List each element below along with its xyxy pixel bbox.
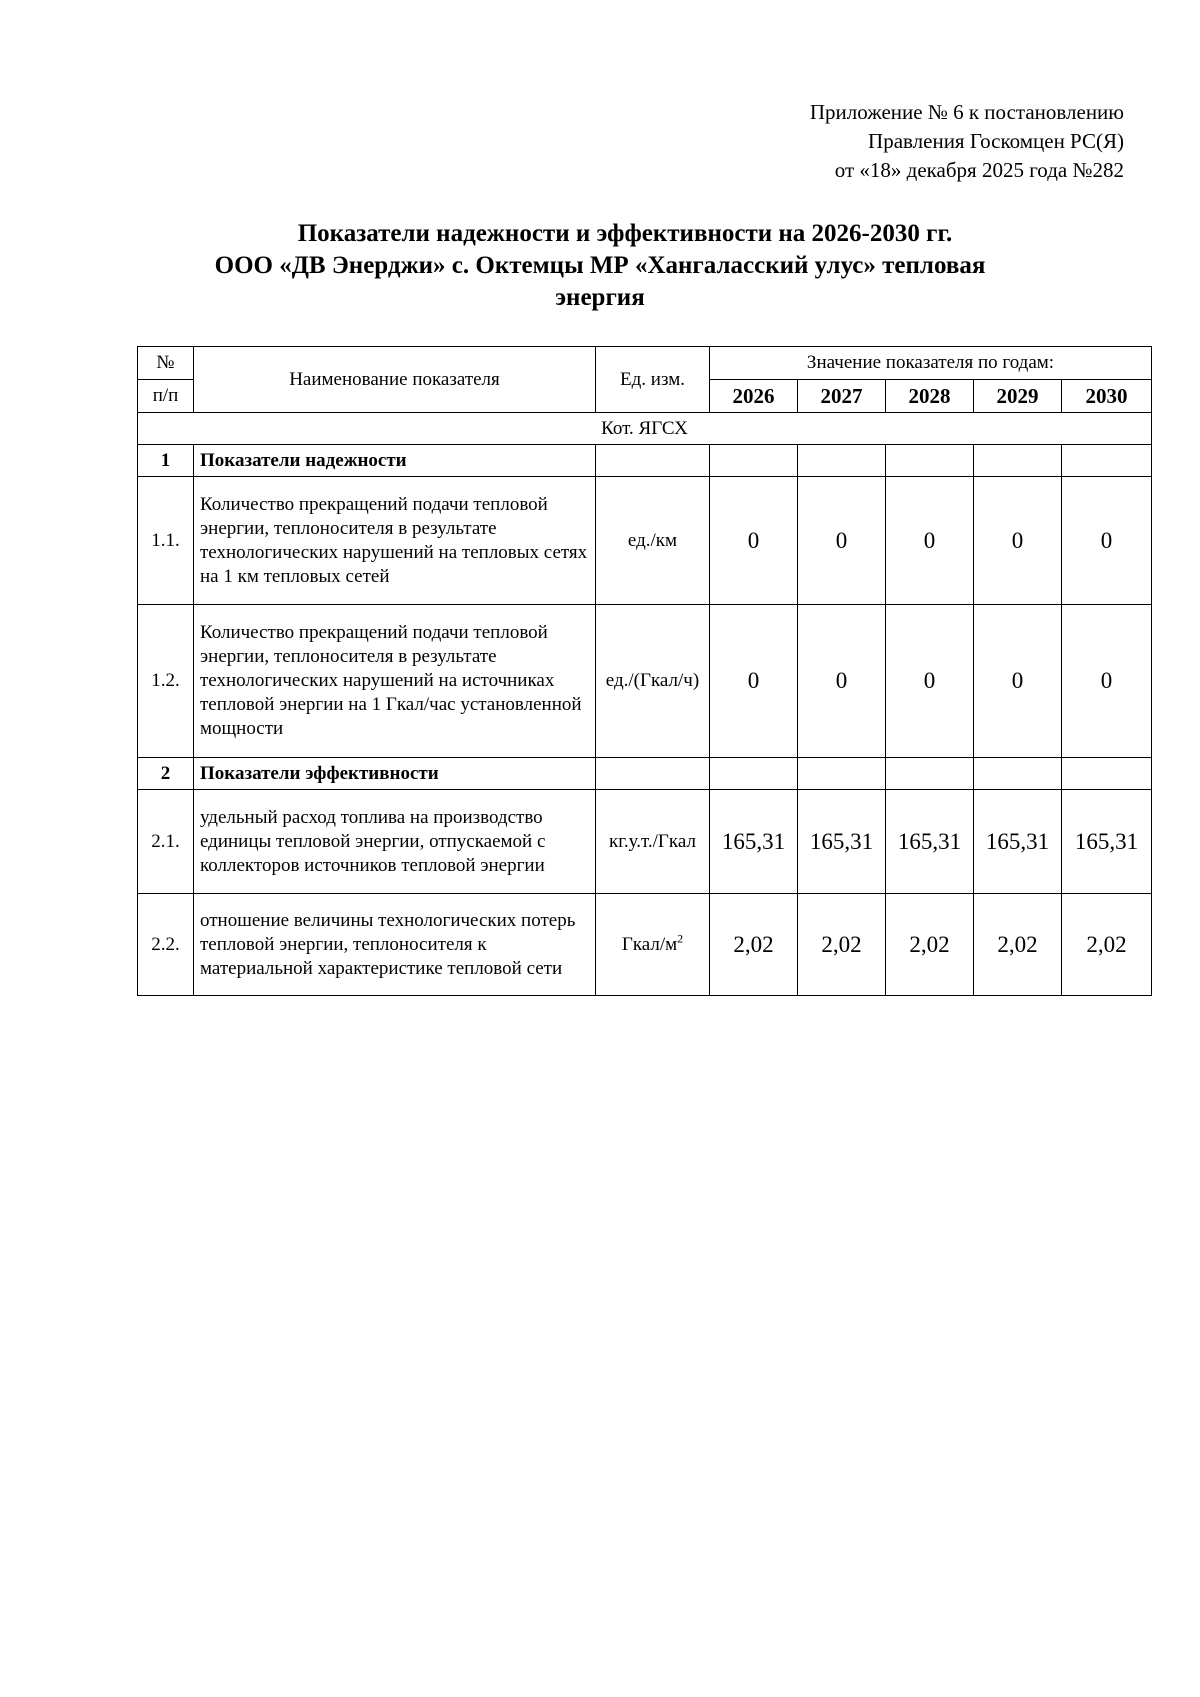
row-name: отношение величины технологических потерь тепловой энергии, теплоносителя к материальной характеристике тепловой сети (194, 894, 596, 996)
row-name: Количество прекращений подачи тепловой энергии, теплоносителя в результате технологических нарушений на источниках тепловой энергии на 1 Гкал/час установленной мощности (194, 605, 596, 758)
row-unit-base: Гкал/м (621, 933, 678, 955)
group-row (138, 758, 1152, 790)
table-row (138, 477, 1152, 605)
table-row (138, 894, 1152, 996)
row-value: 0 (1062, 477, 1152, 605)
header-year: 2028 (886, 380, 974, 413)
header-num-bottom: п/п (138, 380, 194, 413)
title-line-1: Показатели надежности и эффективности на 2026-2030 гг. (297, 220, 953, 247)
row-num: 1.1. (138, 477, 194, 605)
section-row (138, 413, 1152, 445)
group-num: 1 (138, 445, 194, 477)
header-name: Наименование показателя (194, 347, 596, 413)
appendix-line-3: от «18» декабря 2025 года №282 (834, 158, 1124, 182)
row-value: 0 (886, 477, 974, 605)
row-value: 2,02 (886, 894, 974, 996)
row-value: 2,02 (710, 894, 798, 996)
title-line-2: ООО «ДВ Энерджи» с. Октемцы МР «Хангаласский улус» тепловая (214, 252, 986, 279)
group-title: Показатели эффективности (194, 758, 596, 790)
row-value: 165,31 (1062, 790, 1152, 894)
row-value: 0 (974, 605, 1062, 758)
table-row (138, 790, 1152, 894)
row-value: 0 (1062, 605, 1152, 758)
row-num: 2.2. (138, 894, 194, 996)
row-num: 2.1. (138, 790, 194, 894)
row-value: 2,02 (1062, 894, 1152, 996)
appendix-line-2: Правления Госкомцен РС(Я) (868, 129, 1124, 153)
row-value: 165,31 (974, 790, 1062, 894)
header-unit: Ед. изм. (596, 347, 710, 413)
row-value: 0 (710, 477, 798, 605)
appendix-reference (810, 98, 1124, 185)
row-value: 0 (798, 477, 886, 605)
header-year: 2030 (1062, 380, 1152, 413)
group-title: Показатели надежности (194, 445, 596, 477)
header-row-1 (138, 347, 1152, 380)
row-value: 0 (710, 605, 798, 758)
row-value: 0 (886, 605, 974, 758)
title-line-3: энергия (555, 284, 645, 311)
section-label: Кот. ЯГСХ (138, 413, 1152, 445)
row-unit: ед./км (596, 477, 710, 605)
header-num-top: № (138, 347, 194, 380)
row-value: 165,31 (886, 790, 974, 894)
header-year: 2029 (974, 380, 1062, 413)
table-row (138, 605, 1152, 758)
row-unit-superscript: 2 (677, 931, 684, 946)
appendix-line-1: Приложение № 6 к постановлению (809, 100, 1124, 124)
row-unit (596, 894, 710, 996)
group-num: 2 (138, 758, 194, 790)
header-year: 2026 (710, 380, 798, 413)
indicators-table (137, 346, 1152, 996)
row-num: 1.2. (138, 605, 194, 758)
row-value: 0 (798, 605, 886, 758)
row-value: 0 (974, 477, 1062, 605)
row-value: 2,02 (798, 894, 886, 996)
row-value: 165,31 (710, 790, 798, 894)
header-year: 2027 (798, 380, 886, 413)
row-unit: кг.у.т./Гкал (596, 790, 710, 894)
row-value: 165,31 (798, 790, 886, 894)
row-unit: ед./(Гкал/ч) (596, 605, 710, 758)
row-name: удельный расход топлива на производство единицы тепловой энергии, отпускаемой с коллекторов источников тепловой энергии (194, 790, 596, 894)
document-title (0, 218, 1200, 314)
group-row (138, 445, 1152, 477)
row-value: 2,02 (974, 894, 1062, 996)
row-name: Количество прекращений подачи тепловой энергии, теплоносителя в результате технологических нарушений на тепловых сетях на 1 км тепловых сетей (194, 477, 596, 605)
header-values-by-year: Значение показателя по годам: (710, 347, 1152, 380)
